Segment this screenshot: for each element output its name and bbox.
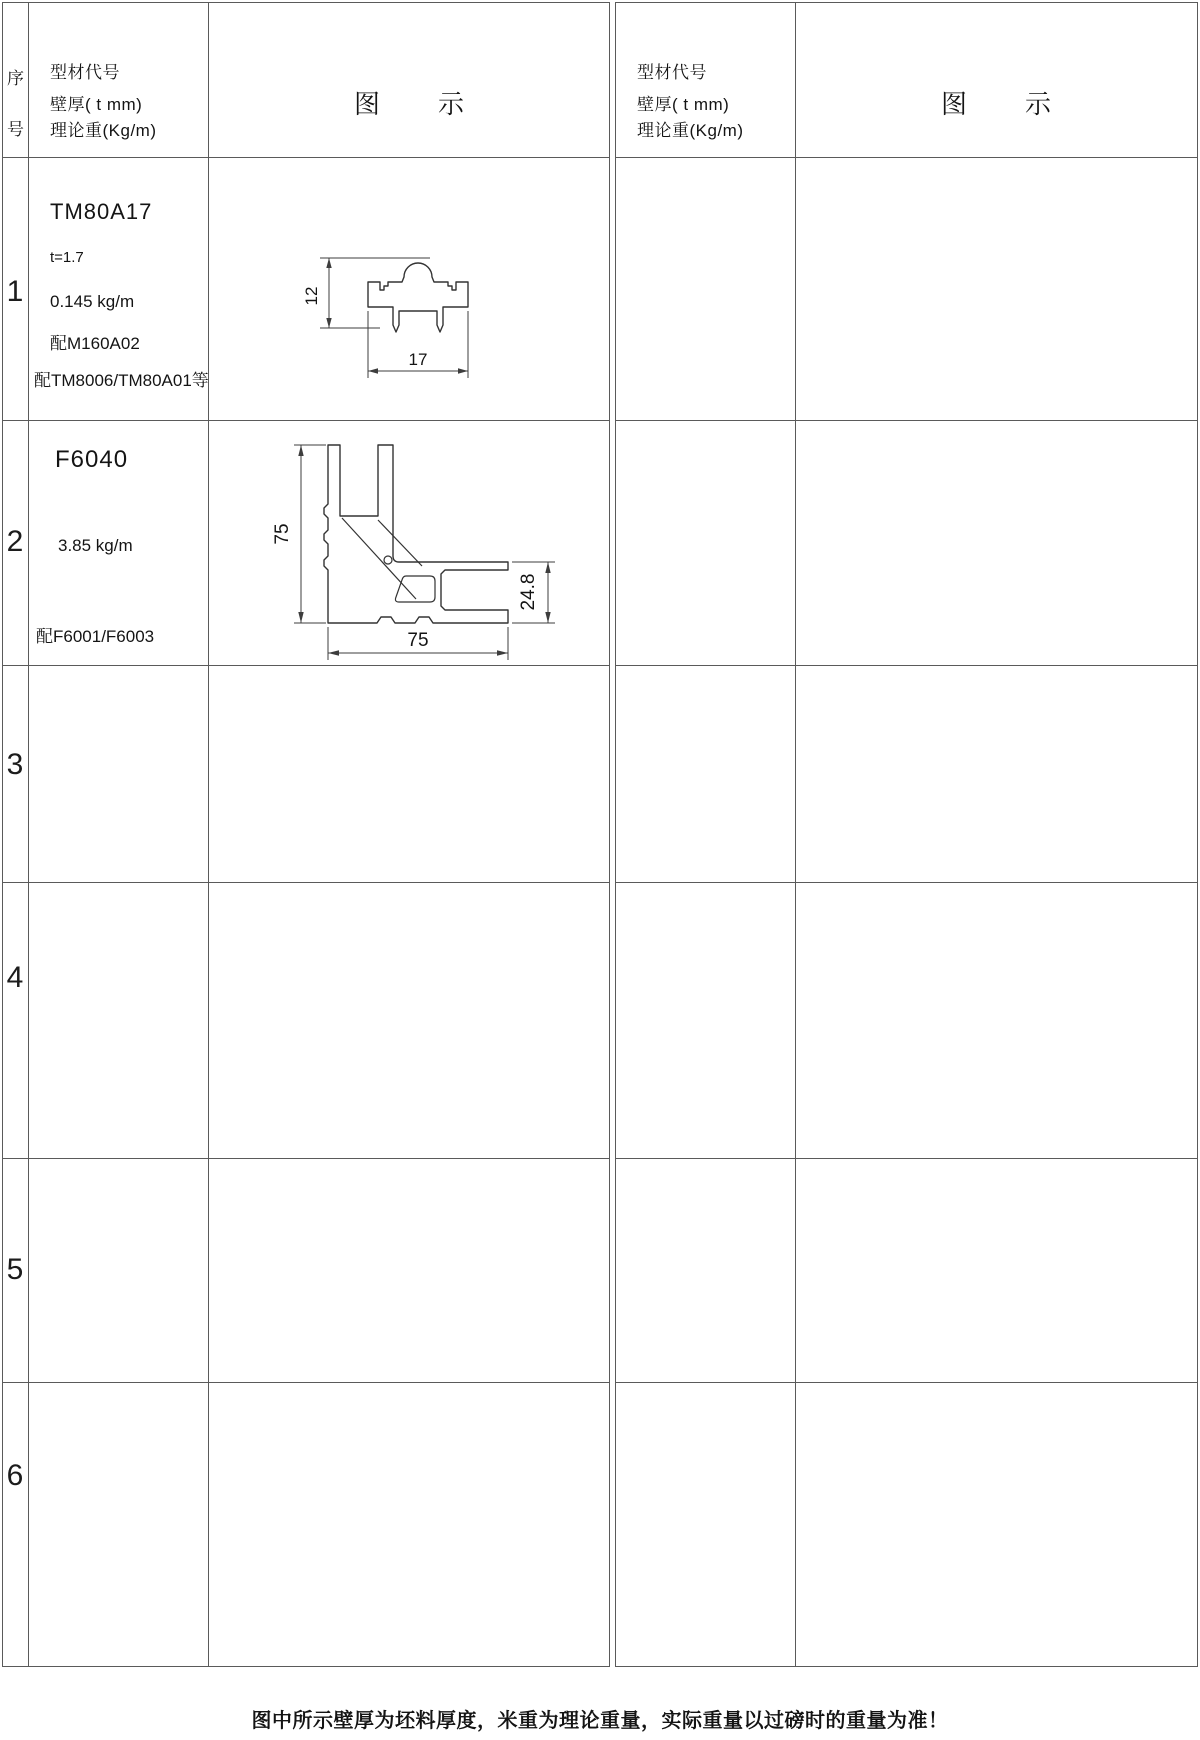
table-grid-line bbox=[3, 665, 609, 666]
table-grid-line bbox=[795, 3, 796, 1666]
profile-match: 配TM8006/TM80A01等 bbox=[34, 371, 209, 390]
dimension-arrow bbox=[328, 650, 339, 655]
dimension-arrow bbox=[326, 258, 331, 268]
row-seq-5: 5 bbox=[6, 1253, 24, 1286]
profile-code: TM80A17 bbox=[50, 199, 153, 224]
profile-web-line bbox=[342, 518, 416, 599]
profile-weight: 3.85 kg/m bbox=[58, 536, 133, 555]
table-grid-line bbox=[28, 3, 29, 1666]
dimension-arrow bbox=[497, 650, 508, 655]
row-seq-3: 3 bbox=[6, 748, 24, 781]
dimension-arrow bbox=[458, 368, 468, 373]
table-grid-line bbox=[3, 1158, 609, 1159]
diagram-column-header bbox=[208, 84, 610, 121]
table-grid-line bbox=[3, 1382, 609, 1383]
profile-diagram-f6040 bbox=[230, 388, 590, 664]
profile-outline bbox=[324, 445, 508, 623]
dim-label-height: 75 bbox=[272, 523, 293, 545]
spec-column-header-line1: 型材代号 bbox=[637, 63, 707, 82]
dimension-arrow bbox=[298, 445, 303, 456]
seq-column-header-top: 序 bbox=[7, 69, 24, 88]
dimension-arrow bbox=[368, 368, 378, 373]
dim-label-width: 17 bbox=[408, 350, 428, 369]
spec-column-header-line3: 理论重(Kg/m) bbox=[50, 121, 157, 140]
profile-match: 配M160A02 bbox=[50, 334, 140, 353]
diagram-header-char2: 示 bbox=[438, 89, 465, 119]
seq-column-header-bottom: 号 bbox=[7, 120, 24, 139]
dimension-arrow bbox=[545, 612, 550, 623]
table-grid-line bbox=[208, 3, 209, 1666]
profile-diagram-tm80a17 bbox=[290, 240, 490, 385]
row-seq-1: 1 bbox=[6, 275, 24, 308]
dimension-arrow bbox=[326, 318, 331, 328]
dim-label-arm-end: 24.8 bbox=[518, 573, 539, 611]
dim-label-width: 75 bbox=[407, 630, 429, 651]
dimension-arrow bbox=[545, 562, 550, 573]
diagram-header-char1: 图 bbox=[353, 89, 380, 119]
profile-outline bbox=[368, 263, 468, 332]
footer-note: 图中所示壁厚为坯料厚度，米重为理论重量，实际重量以过磅时的重量为准！ bbox=[251, 1710, 949, 1732]
profile-boss-circle bbox=[384, 556, 392, 564]
table-grid-line bbox=[616, 1382, 1197, 1383]
row-seq-2: 2 bbox=[6, 525, 24, 558]
profile-code: F6040 bbox=[55, 446, 129, 473]
diagram-header-char1: 图 bbox=[940, 89, 967, 119]
spec-column-header-line3: 理论重(Kg/m) bbox=[637, 121, 744, 140]
table-grid-line bbox=[616, 882, 1197, 883]
spec-column-header-line2: 壁厚( t mm) bbox=[50, 95, 143, 114]
diagram-column-header bbox=[795, 84, 1197, 121]
right-profile-table bbox=[615, 2, 1198, 1667]
table-grid-line bbox=[616, 665, 1197, 666]
row-seq-6: 6 bbox=[6, 1459, 24, 1492]
spec-column-header-line1: 型材代号 bbox=[50, 63, 120, 82]
table-grid-line bbox=[3, 882, 609, 883]
dim-label-height: 12 bbox=[302, 286, 321, 306]
table-grid-line bbox=[616, 1158, 1197, 1159]
profile-thickness: t=1.7 bbox=[50, 249, 84, 266]
diagram-header-char2: 示 bbox=[1025, 89, 1052, 119]
table-grid-line bbox=[616, 157, 1197, 158]
profile-match: 配F6001/F6003 bbox=[36, 627, 155, 646]
row-seq-4: 4 bbox=[6, 961, 24, 994]
table-grid-line bbox=[616, 420, 1197, 421]
table-grid-line bbox=[3, 157, 609, 158]
profile-weight: 0.145 kg/m bbox=[50, 292, 135, 311]
spec-column-header-line2: 壁厚( t mm) bbox=[637, 95, 730, 114]
dimension-arrow bbox=[298, 612, 303, 623]
